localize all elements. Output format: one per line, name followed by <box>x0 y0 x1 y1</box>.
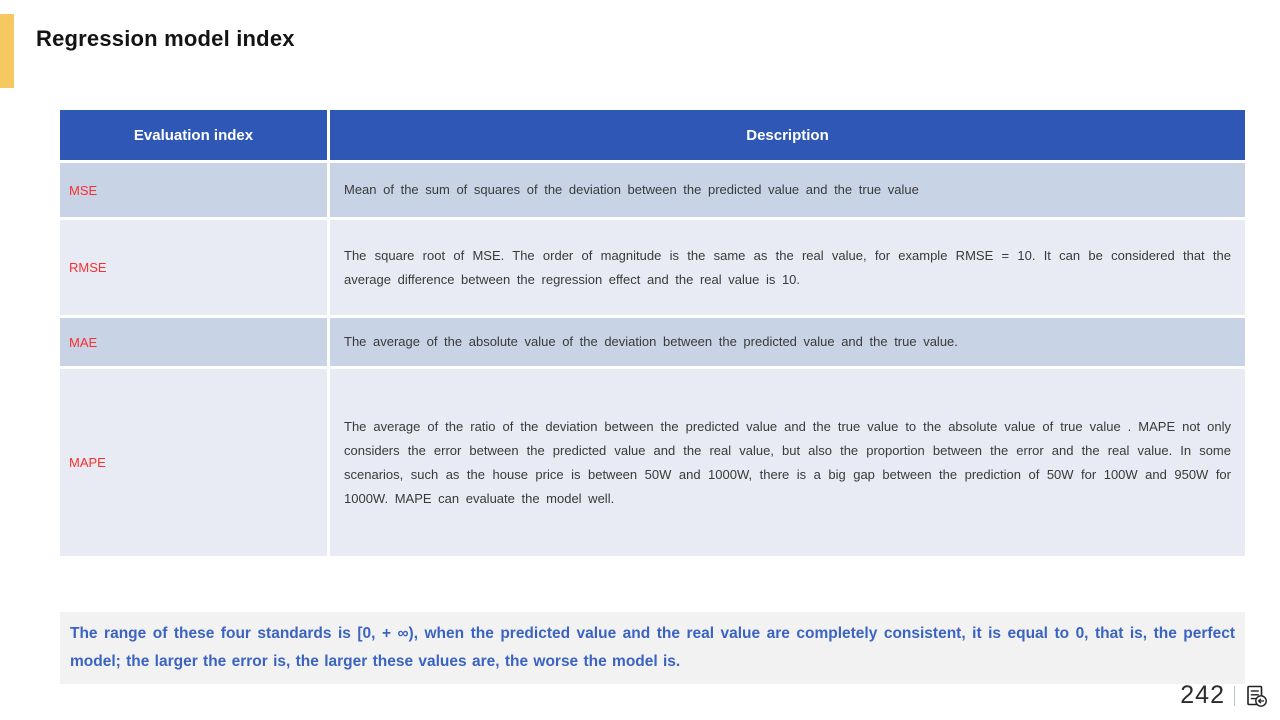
footer-divider <box>1234 686 1235 706</box>
summary-text: The range of these four standards is [0, + ∞), when the predicted value and the real value are completely consistent, it is equal to 0, that is, the perfect model; the larger the error is, the larger these values are, the worse the model is. <box>70 625 1235 670</box>
table-header-evaluation-index <box>60 110 330 160</box>
title-accent-bar <box>0 14 14 88</box>
table-row-mae <box>60 318 1245 366</box>
table-row-rmse <box>60 220 1245 315</box>
evaluation-table <box>60 110 1245 556</box>
index-label: MAE <box>69 334 98 350</box>
row-index-cell <box>60 369 330 556</box>
table-header-description <box>330 110 1245 160</box>
table-header-row <box>60 110 1245 160</box>
document-return-icon <box>1244 684 1268 708</box>
page-title: Regression model index <box>36 26 295 51</box>
table-row-mse <box>60 163 1245 217</box>
row-description-cell <box>330 369 1245 556</box>
row-description-cell <box>330 220 1245 315</box>
table-header-label: Description <box>746 126 829 144</box>
description-text: The average of the absolute value of the deviation between the predicted value and the true value. <box>344 334 958 349</box>
row-index-cell <box>60 318 330 366</box>
index-label: MSE <box>69 182 98 198</box>
table-header-label: Evaluation index <box>133 126 254 144</box>
row-index-cell <box>60 220 330 315</box>
row-description-cell <box>330 318 1245 366</box>
description-text: The average of the ratio of the deviation between the predicted value and the true value to the absolute value of true value . MAPE not only considers the error between the predicted value and the real value, but also the proportion between the error and the real value. In some scenarios, such as the house price is between 50W and 1000W, there is a big gap between the prediction of 50W for 100W and 950W for 1000W. MAPE can evaluate the model well. <box>344 418 1231 506</box>
row-description-cell <box>330 163 1245 217</box>
index-label: MAPE <box>69 455 106 470</box>
summary-callout <box>60 612 1245 684</box>
table-row-mape <box>60 369 1245 556</box>
page-number: 242 <box>1180 681 1225 709</box>
index-label: RMSE <box>69 260 107 275</box>
slide-footer <box>1180 681 1268 710</box>
description-text: Mean of the sum of squares of the deviation between the predicted value and the true value <box>344 182 919 197</box>
description-text: The square root of MSE. The order of magnitude is the same as the real value, for example RMSE = 10. It can be considered that the average difference between the regression effect and the real value is 10. <box>344 247 1231 287</box>
row-index-cell <box>60 163 330 217</box>
